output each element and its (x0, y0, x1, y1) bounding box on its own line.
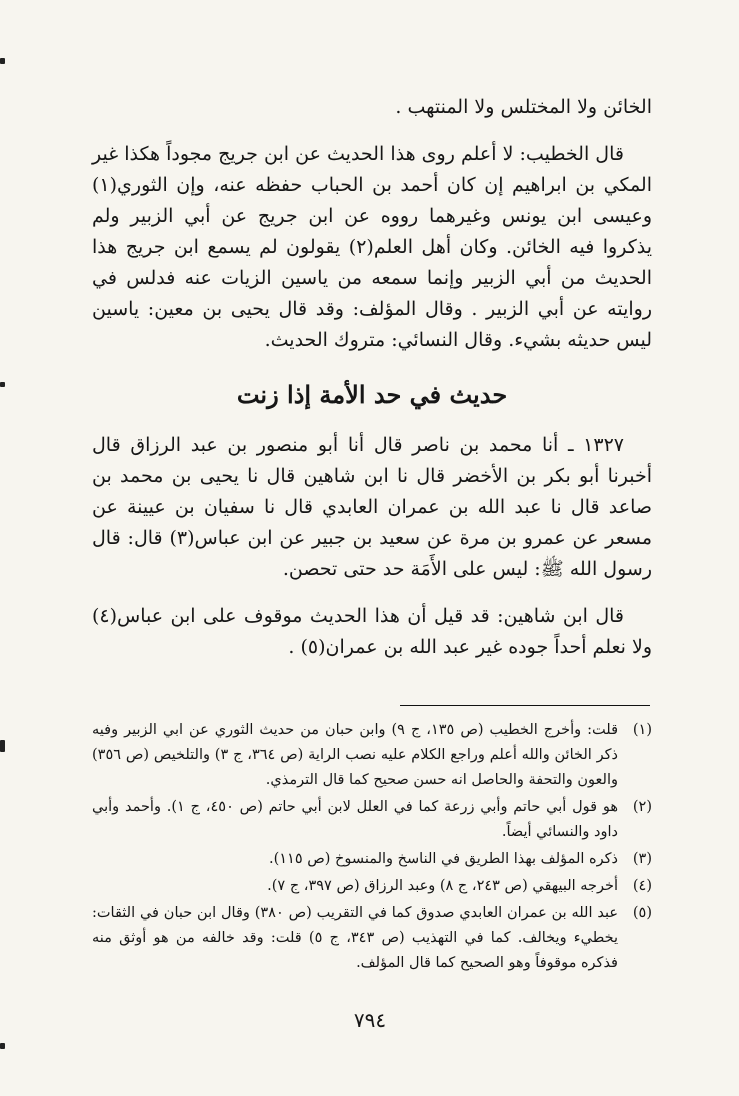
footnote (92, 847, 652, 872)
footnote-number: (٢) (632, 799, 652, 815)
footnote (92, 718, 652, 793)
section-heading: حديث في حد الأمة إذا زنت (236, 380, 508, 409)
footnotes-list (92, 718, 652, 978)
footnote (92, 901, 652, 976)
paragraph-khatib-commentary: قال الخطيب: لا أعلم روى هذا الحديث عن ابن جريج مجوداً هكذا غير المكي بن ابراهيم إن كان أحمد بن الحباب حفظه عنه، وإن الثوري(١) وعيسى ابن يونس وغيرهما رووه عن ابن جريج عن أبي الزبير ولم يذكروا فيه الخائن. وكان أهل العلم(٢) يقولون لم يسمع ابن جريج هذا الحديث من أبي الزبير وإنما سمعه من ياسين الزيات عنه فدلس في روايته عن أبي الزبير . وقال المؤلف: وقد قال يحيى بن معين: ياسين ليس حديثه بشيء. وقال النسائي: متروك الحديث. (92, 143, 652, 351)
footnote-separator (400, 705, 650, 706)
footnote (92, 874, 652, 899)
page-number: ٧٩٤ (353, 1008, 387, 1032)
page-edge-mark (0, 740, 5, 752)
footnote-number: (٤) (632, 878, 652, 894)
page-edge-mark (0, 58, 5, 64)
footnote-number: (١) (632, 722, 652, 738)
footnote-number: (٣) (632, 851, 652, 867)
footnote-text: ذكره المؤلف بهذا الطريق في الناسخ والمنسوخ (ص ١١٥). (268, 851, 618, 867)
paragraph-ibn-shahin-commentary: قال ابن شاهين: قد قيل أن هذا الحديث موقوف على ابن عباس(٤) ولا نعلم أحداً جوده غير عبد الله بن عمران(٥) . (92, 605, 652, 658)
hadith-1327: ١٣٢٧ ـ أنا محمد بن ناصر قال أنا أبو منصور بن عبد الرزاق قال أخبرنا أبو بكر بن الأخضر قال نا ابن شاهين قال نا يحيى بن محمد بن صاعد قال نا عبد الله بن عمران العابدي قال نا سفيان بن عيينة عن مسعر عن عمرو بن مرة عن سعيد بن جبير عن ابن عباس(٣) قال: قال رسول الله ﷺ: ليس على الأَمَة حد حتى تحصن. (92, 434, 652, 580)
page-edge-mark (0, 382, 5, 387)
footnote-text: هو قول أبي حاتم وأبي زرعة كما في العلل لابن أبي حاتم (ص ٤٥٠، ج ١). وأحمد وأبي داود والنسائي أيضاً. (92, 799, 618, 840)
main-text (92, 92, 652, 663)
page-edge-mark (0, 1043, 5, 1049)
footnote-text: عبد الله بن عمران العابدي صدوق كما في التقريب (ص ٣٨٠) وقال ابن حبان في الثقات: يخطيء ويخالف. كما في التهذيب (ص ٣٤٣، ج ٥) قلت: وقد خالفه من هو أوثق منه فذكره موقوفاً وهو الصحيح كما قال المؤلف. (92, 905, 618, 971)
footnote (92, 795, 652, 845)
paragraph-continuation: الخائن ولا المختلس ولا المنتهب . (395, 96, 652, 118)
footnote-text: أخرجه البيهقي (ص ٢٤٣، ج ٨) وعبد الرزاق (ص ٣٩٧، ج ٧). (267, 878, 618, 894)
footnote-number: (٥) (632, 905, 652, 921)
footnote-text: قلت: وأخرج الخطيب (ص ١٣٥، ج ٩) وابن حبان من حديث الثوري عن ابي الزبير وفيه ذكر الخائن والله أعلم وراجع الكلام عليه نصب الراية (ص ٣٦٤، ج ٣) والتلخيص (ص ٣٥٦) والعون والتحفة والحاصل انه حسن صحيح كما قال الترمذي. (92, 722, 618, 788)
